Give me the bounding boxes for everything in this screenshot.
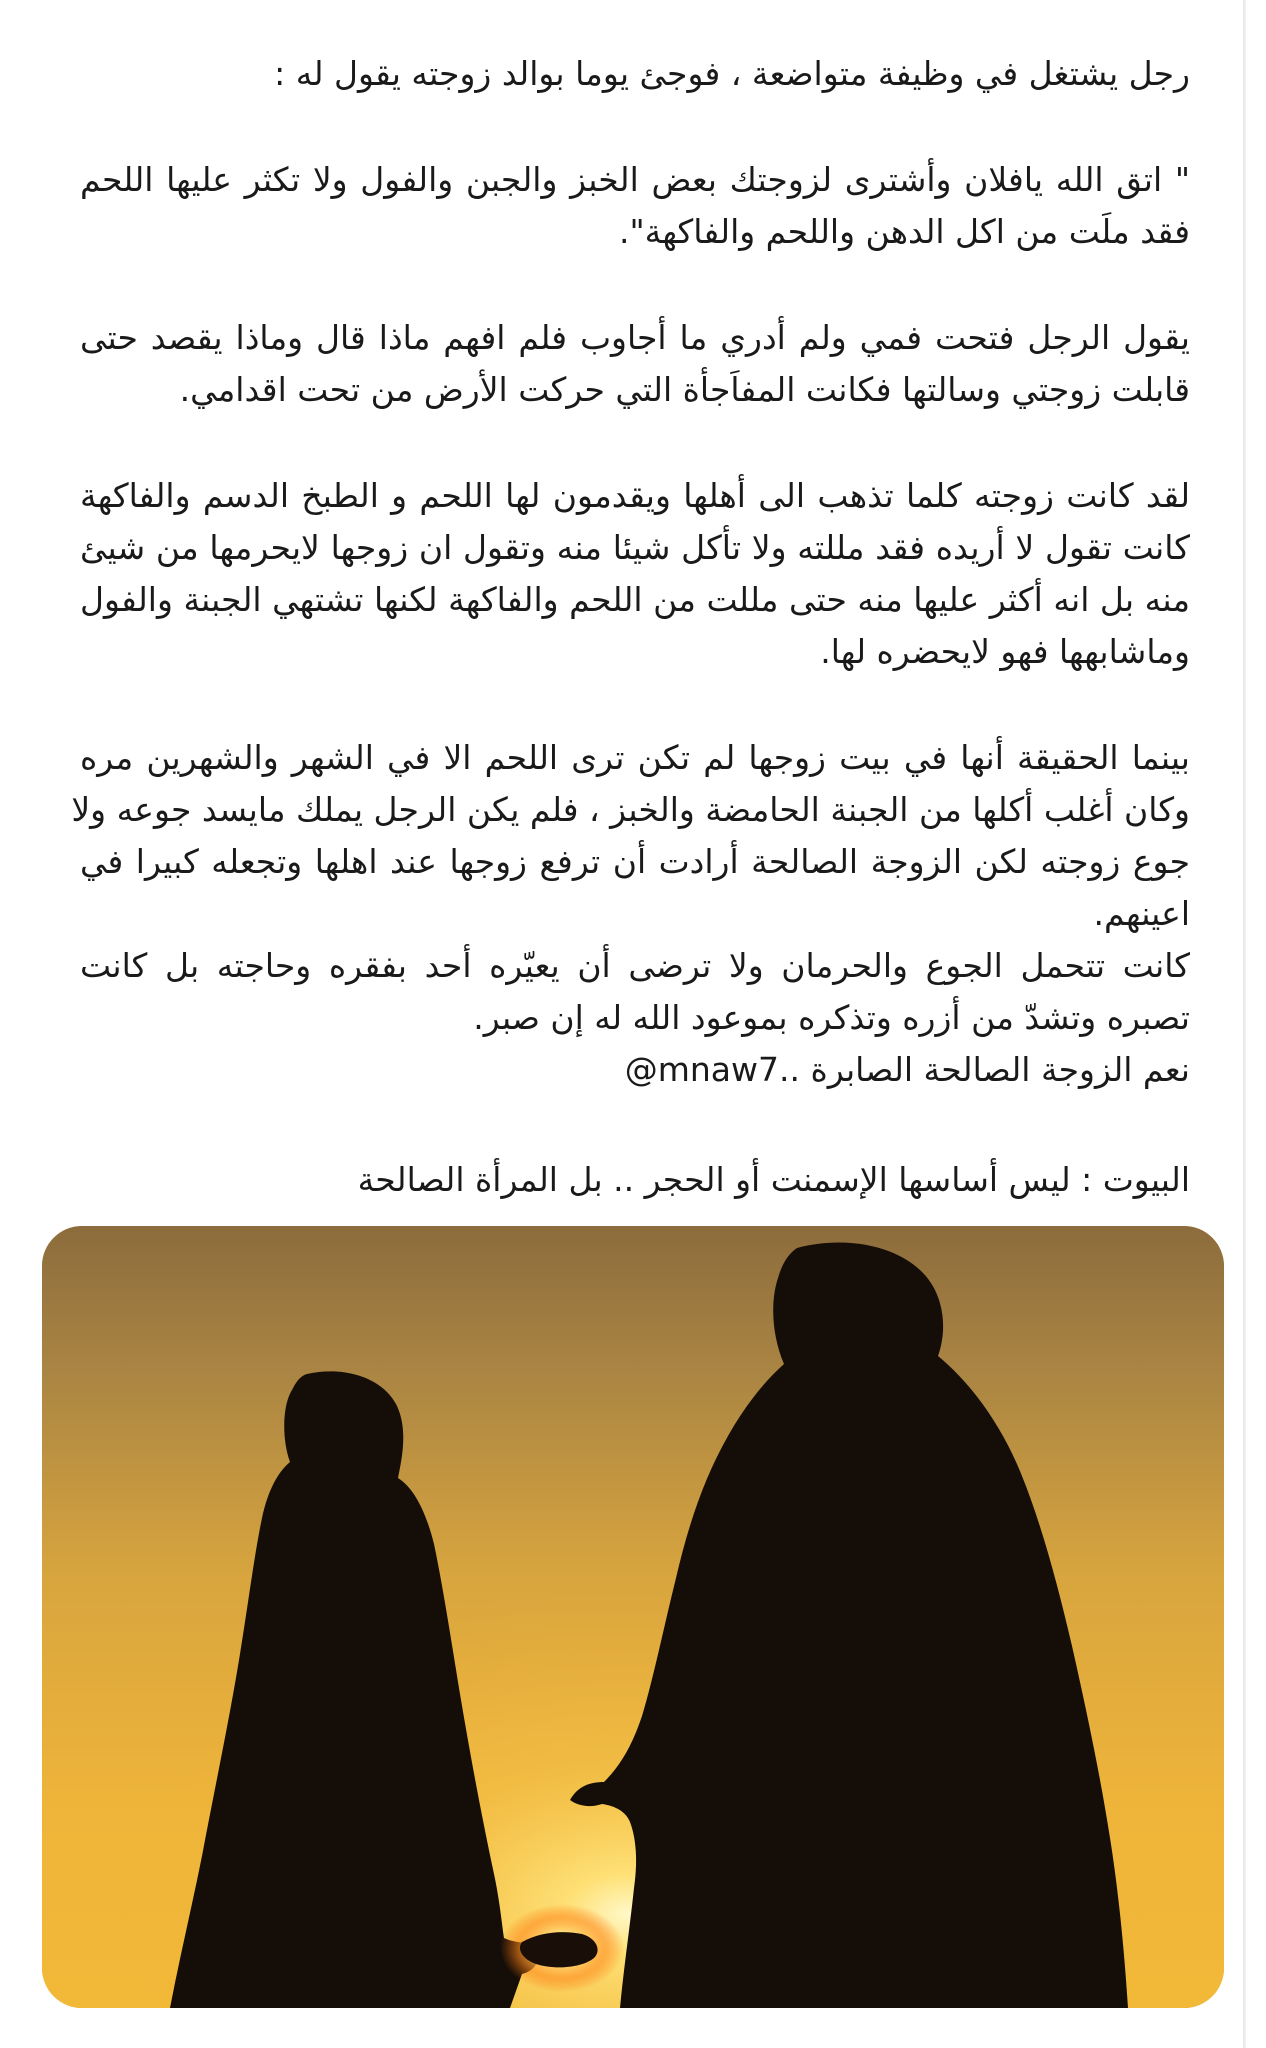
closing-line: البيوت : ليس أساسها الإسمنت أو الحجر .. بل المرأة الصالحة [357, 1160, 1190, 1199]
paragraph-5-line-4: اعينهم. [1093, 894, 1190, 933]
signature-line [80, 1044, 1190, 1096]
paragraph-2-line-2: فقد ملَت من اكل الدهن واللحم والفاكهة". [618, 212, 1190, 251]
paragraph-spacer [80, 100, 1190, 154]
paragraph-3-line-2: قابلت زوجتي وسالتها فكانت المفاَجأة التي حركت الأرض من تحت اقدامي. [179, 370, 1190, 409]
paragraph-5-line-6: تصبره وتشدّ من أزره وتذكره بموعود الله له إن صبر. [473, 998, 1190, 1037]
page-edge-divider [1243, 0, 1246, 2048]
paragraph-spacer [80, 1096, 1190, 1154]
paragraph-4-line-3: منه بل انه أكثر عليها منه حتى مللت من اللحم والفاكهة لكنها تشتهي الجبنة والفول [80, 580, 1190, 619]
paragraph-5-line-5: كانت تتحمل الجوع والحرمان ولا ترضى أن يعيّره أحد بفقره وحاجته بل كانت [80, 946, 1190, 985]
paragraph-spacer [80, 258, 1190, 312]
paragraph-4-line-4: وماشابهها فهو لايحضره لها. [820, 632, 1190, 671]
post-text [71, 48, 1190, 1206]
paragraph-4-line-2: كانت تقول لا أريده فقد مللته ولا تأكل شيئا منه وتقول ان زوجها لايحرمها من شيئ [80, 528, 1190, 567]
paragraph-spacer [80, 416, 1190, 470]
paragraph-spacer [80, 678, 1190, 732]
silhouette-couple-icon [42, 1226, 1224, 2008]
couple-silhouette-photo [42, 1226, 1224, 2008]
paragraph-5-line-2: وكان أغلب أكلها من الجبنة الحامضة والخبز ، فلم يكن الرجل يملك مايسد جوعه ولا [71, 790, 1190, 829]
signature-text: نعم الزوجة الصالحة الصابرة .. [779, 1050, 1190, 1089]
author-handle[interactable]: @mnaw7 [624, 1050, 779, 1089]
paragraph-2-line-1: " اتق الله يافلان وأشترى لزوجتك بعض الخبز والجبن والفول ولا تكثر عليها اللحم [80, 160, 1190, 199]
paragraph-1-line-1: رجل يشتغل في وظيفة متواضعة ، فوجئ يوما بوالد زوجته يقول له : [274, 54, 1190, 93]
paragraph-5-line-1: بينما الحقيقة أنها في بيت زوجها لم تكن ترى اللحم الا في الشهر والشهرين مره [80, 738, 1190, 777]
paragraph-5-line-3: جوع زوجته لكن الزوجة الصالحة أرادت أن ترفع زوجها عند اهلها وتجعله كبيرا في [80, 842, 1190, 881]
paragraph-3-line-1: يقول الرجل فتحت فمي ولم أدري ما أجاوب فلم افهم ماذا قال وماذا يقصد حتى [80, 318, 1190, 357]
paragraph-4-line-1: لقد كانت زوجته كلما تذهب الى أهلها ويقدمون لها اللحم و الطبخ الدسم والفاكهة [80, 476, 1190, 515]
